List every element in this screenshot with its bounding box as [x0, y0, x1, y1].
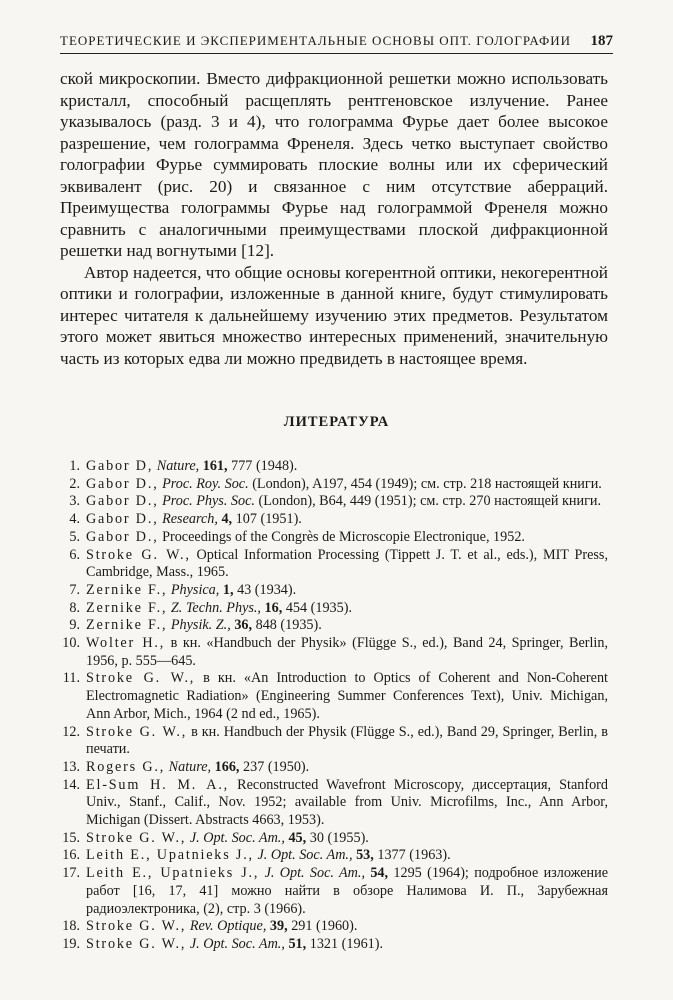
reference-number: 8. [69, 599, 80, 616]
reference-journal: J. Opt. Soc. Am., [189, 829, 285, 846]
running-title: ТЕОРЕТИЧЕСКИЕ И ЭКСПЕРИМЕНТАЛЬНЫЕ ОСНОВЫ ОПТ. ГОЛОГРАФИИ [60, 33, 572, 48]
reference-volume: 166, [214, 758, 240, 775]
reference-details: в кн. «Handbuch der Physik» (Flügge S., ed.), Band 24, Springer, Berlin, 1956, p. 555—645. [86, 635, 609, 669]
reference-author: Leith E., Upatnieks J., [86, 847, 254, 864]
reference-author: Zernike F., [86, 617, 168, 634]
reference-author: Stroke G. W., [86, 670, 196, 687]
reference-number: 11. [62, 670, 80, 687]
reference-item [60, 759, 608, 777]
reference-item [60, 547, 608, 582]
reference-journal: Proc. Phys. Soc. [162, 493, 255, 510]
reference-journal: J. Opt. Soc. Am., [264, 865, 365, 882]
reference-volume: 39, [269, 918, 288, 935]
reference-author: Leith E., Upatnieks J., [86, 865, 260, 882]
reference-item [60, 582, 608, 600]
reference-item [60, 724, 608, 759]
reference-details: 237 (1950). [243, 758, 310, 775]
reference-author: Zernike F., [86, 599, 168, 616]
reference-author: Stroke G. W., [86, 723, 188, 740]
reference-details: 848 (1935). [255, 617, 322, 634]
reference-details: 43 (1934). [237, 581, 297, 598]
reference-volume: 54, [370, 865, 389, 882]
reference-item [60, 600, 608, 618]
reference-journal: Nature, [156, 458, 200, 474]
paragraph-conclusion: Автор надеется, что общие основы когерентной оптики, некогерентной оптики и голографии, изложенные в данной книге, будут стимулировать интерес читателя к дальнейшему изучению этих предметов. Результатом этого может явиться множество интересных применений, значительную часть из которых едва ли можно предвидеть в настоящее время. [60, 262, 608, 368]
reference-number: 14. [62, 776, 80, 793]
reference-volume: 45, [288, 829, 307, 846]
reference-journal: J. Opt. Soc. Am., [257, 847, 353, 864]
reference-number: 5. [69, 528, 80, 545]
reference-item [60, 493, 608, 511]
reference-item [60, 635, 608, 670]
reference-item [60, 936, 608, 954]
reference-number: 19. [62, 935, 80, 952]
reference-details: 454 (1935). [285, 599, 353, 616]
reference-details: 291 (1960). [291, 918, 358, 935]
running-header [60, 33, 613, 54]
reference-item [60, 617, 608, 635]
reference-journal: Rev. Optique, [189, 918, 267, 935]
reference-details: (London), A197, 454 (1949); см. стр. 218 настоящей книги. [252, 475, 602, 492]
reference-details: Reconstructed Wavefront Microscopy, диссертация, Stanford Univ., Stanf., Calif., Nov. 1952; available from Univ. Microfilms, Inc., Ann Arbor, Michigan (Dissert. Abstracts 4663, 1953). [86, 776, 608, 829]
reference-list [60, 458, 608, 954]
reference-details: Proceedings of the Congrès de Microscopie Electronique, 1952. [162, 528, 525, 545]
reference-number: 2. [69, 475, 80, 492]
reference-number: 3. [69, 493, 80, 510]
reference-item [60, 511, 608, 529]
reference-volume: 16, [264, 599, 283, 616]
reference-number: 16. [62, 847, 80, 864]
reference-author: Gabor D., [86, 493, 159, 510]
reference-details: в кн. Handbuch der Physik (Flügge S., ed.), Band 29, Springer, Berlin, в печати. [86, 723, 608, 758]
reference-volume: 51, [288, 935, 307, 952]
reference-item [60, 830, 608, 848]
reference-author: Stroke G. W., [86, 546, 191, 563]
reference-number: 18. [62, 918, 80, 935]
reference-volume: 1, [222, 581, 234, 598]
reference-number: 13. [62, 758, 80, 775]
reference-number: 4. [69, 511, 80, 528]
reference-number: 10. [62, 635, 80, 652]
reference-number: 9. [69, 617, 80, 634]
reference-item [60, 777, 608, 830]
reference-author: Gabor D., [86, 475, 159, 492]
references-heading: ЛИТЕРАТУРА [283, 414, 390, 430]
paragraph-continuation: ской микроскопии. Вместо дифракционной решетки можно использовать кристалл, способный расщеплять рентгеновское излучение. Ранее указывалось (разд. 3 и 4), что голограмма Фурье дает более высокое разрешение, чем голограмма Френеля. Здесь четко выступает свойство голографии Фурье суммировать плоские волны или их сферический эквивалент (рис. 20) и связанное с ним отсутствие аберраций. Преимущества голограммы Фурье над голограммой Френеля можно сравнить с аналогичными преимуществами плоской дифракционной решетки над вогнутыми [12]. [60, 69, 608, 260]
reference-number: 1. [69, 458, 80, 474]
reference-number: 6. [69, 546, 80, 563]
reference-item [60, 458, 608, 476]
reference-details: 777 (1948). [231, 458, 298, 474]
reference-item [60, 670, 608, 723]
reference-details: 107 (1951). [235, 511, 302, 528]
reference-number: 12. [62, 723, 80, 740]
body-text [60, 68, 608, 369]
reference-details: 1321 (1961). [309, 935, 384, 952]
reference-author: Gabor D, [86, 458, 154, 474]
reference-details: 1377 (1963). [377, 847, 451, 864]
reference-author: Gabor D., [86, 528, 159, 545]
reference-journal: Physica, [170, 581, 220, 598]
reference-journal: J. Opt. Soc. Am., [189, 935, 285, 952]
reference-details: (London), B64, 449 (1951); см. стр. 270 настоящей книги. [258, 493, 602, 510]
reference-journal: Nature, [168, 758, 212, 775]
reference-details: 30 (1955). [309, 829, 369, 846]
page-number: 187 [590, 33, 613, 49]
reference-details: 1295 (1964); подробное изложение работ [16, 17, 41] можно найти в обзоре Налимова И. П., Зарубежная радиоэлектроника, (2), стр. 3 (1966). [86, 865, 608, 917]
reference-volume: 161, [202, 458, 228, 474]
reference-author: Wolter H., [86, 635, 166, 652]
reference-volume: 53, [356, 847, 374, 864]
reference-volume: 36, [234, 617, 253, 634]
reference-number: 7. [69, 581, 80, 598]
reference-number: 17. [62, 865, 80, 882]
reference-author: Rogers G., [86, 758, 166, 775]
reference-item [60, 918, 608, 936]
reference-item [60, 865, 608, 918]
reference-author: Stroke G. W., [86, 918, 187, 935]
reference-number: 15. [62, 829, 80, 846]
reference-item [60, 476, 608, 494]
reference-item [60, 529, 608, 547]
reference-author: Zernike F., [86, 581, 168, 598]
reference-author: El-Sum H. M. A., [86, 776, 230, 793]
reference-volume: 4, [221, 511, 233, 528]
reference-author: Gabor D., [86, 511, 159, 528]
reference-author: Stroke G. W., [86, 935, 187, 952]
reference-journal: Z. Techn. Phys., [170, 599, 261, 616]
reference-journal: Proc. Roy. Soc. [162, 475, 249, 492]
reference-author: Stroke G. W., [86, 829, 187, 846]
reference-journal: Research, [162, 511, 218, 528]
reference-details: Optical Information Processing (Tippett J. T. et al., eds.), MIT Press, Cambridge, Mass., 1965. [86, 546, 608, 581]
reference-journal: Physik. Z., [170, 617, 231, 634]
reference-item [60, 847, 608, 865]
reference-details: в кн. «An Introduction to Optics of Coherent and Non-Coherent Electromagnetic Radiation» (Engineering Summer Conferences Text), Univ. Michigan, Ann Arbor, Mich., 1964 (2 nd ed., 1965). [86, 670, 608, 722]
